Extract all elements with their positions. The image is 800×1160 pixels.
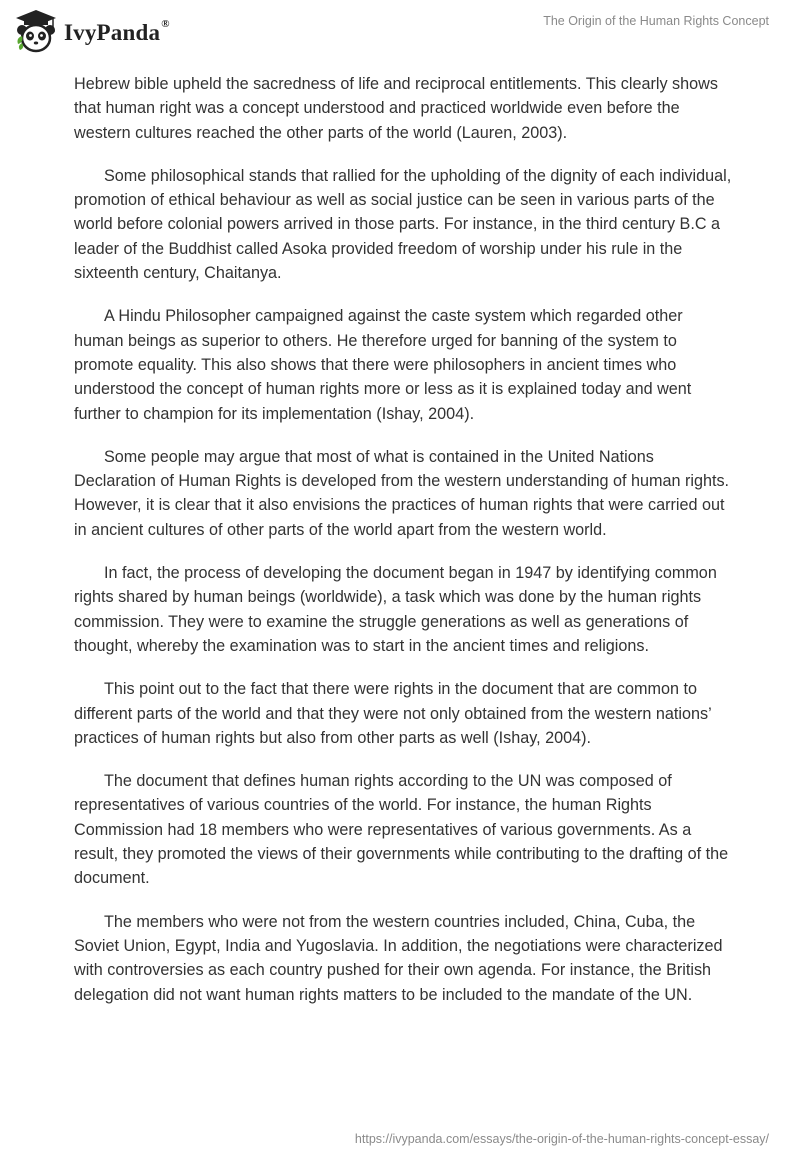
registered-mark: ® xyxy=(161,18,170,31)
document-title: The Origin of the Human Rights Concept xyxy=(543,14,769,28)
brand-logo[interactable] xyxy=(14,8,170,54)
page-header xyxy=(0,0,800,64)
paragraph: The document that defines human rights according to the UN was composed of representatives of various countries of the world. For instance, the human Rights Commission had 18 members who were representatives of various governments. As a result, they promoted the views of their governments while contributing to the drafting of the document. xyxy=(74,772,729,888)
paragraph: Hebrew bible upheld the sacredness of life and reciprocal entitlements. This clearly shows that human right was a concept understood and practiced worldwide even before the western cultures reached the other parts of the world (Lauren, 2003). xyxy=(74,75,718,142)
panda-graduation-cap-icon xyxy=(14,8,58,54)
paragraph: The members who were not from the western countries included, China, Cuba, the Soviet Union, Egypt, India and Yugoslavia. In addition, the negotiations were characterized with controversies as each country pushed for their own agenda. For instance, the British delegation did not want human rights matters to be included to the mandate of the UN. xyxy=(74,912,723,1004)
source-url[interactable]: https://ivypanda.com/essays/the-origin-of-the-human-rights-concept-essay/ xyxy=(354,1132,769,1146)
paragraph: Some people may argue that most of what is contained in the United Nations Declaration of Human Rights is developed from the western understanding of human rights. However, it is clear that it also envisions the practices of human rights that were carried out in ancient cultures of other parts of the world apart from the western world. xyxy=(74,447,730,539)
paragraph: This point out to the fact that there were rights in the document that are common to different parts of the world and that they were not only obtained from the western nations’ practices of human rights but also from other parts as well (Ishay, 2004). xyxy=(74,680,712,747)
paragraph: In fact, the process of developing the document began in 1947 by identifying common rights shared by human beings (worldwide), a task which was done by the human rights commission. They were to examine the struggle generations as well as generations of thought, whereby the examination was to start in the ancient times and religions. xyxy=(74,564,717,655)
essay-body xyxy=(74,72,734,1026)
paragraph: A Hindu Philosopher campaigned against the caste system which regarded other human beings as superior to others. He therefore urged for banning of the system to promote equality. This also shows that there were philosophers in ancient times who understood the concept of human rights more or less as it is explained today and went further to champion for its implementation (Ishay, 2004). xyxy=(74,307,692,423)
brand-name: IvyPanda® xyxy=(64,18,170,45)
paragraph: Some philosophical stands that rallied for the upholding of the dignity of each individual, promotion of ethical behaviour as well as social justice can be seen in various parts of the world before colonial powers arrived in those parts. For instance, in the third century B.C a leader of the Buddhist called Asoka provided freedom of worship under his rule in the sixteenth century, Chaitanya. xyxy=(74,166,732,283)
